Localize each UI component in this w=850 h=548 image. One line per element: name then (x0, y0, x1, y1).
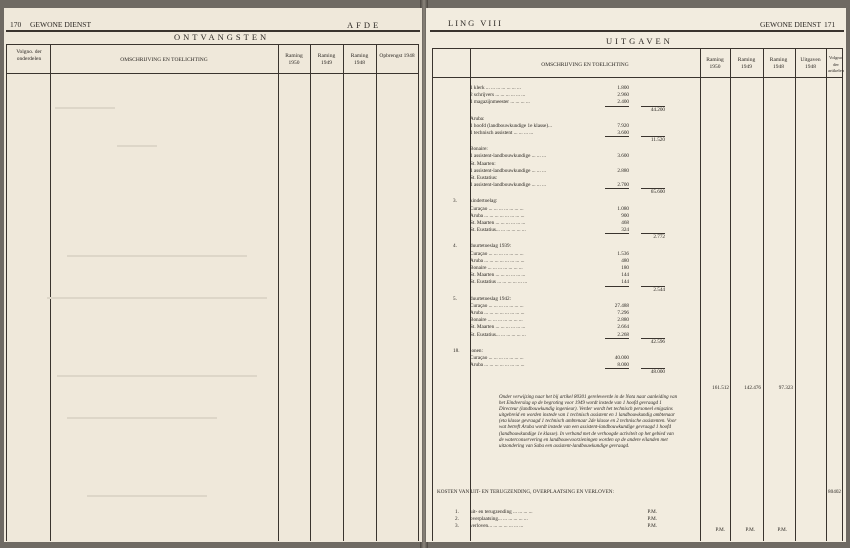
line-item-amount: 480 (621, 257, 629, 264)
subtotal-rule (641, 188, 665, 189)
line-item (433, 324, 699, 330)
line-item (433, 107, 699, 113)
right-head-volgnr: Volgno. der artikelen (827, 55, 845, 73)
left-header-rule (7, 73, 419, 74)
line-item-no: 5. (453, 295, 457, 302)
pm-raming1950: P.M. (715, 527, 725, 533)
line-item-subtotal: 44.200 (650, 106, 665, 113)
line-item-text: duurtetoeslag 1939: (470, 243, 512, 250)
line-item-text: St. Maarten ... ... ... ... ... ... (470, 324, 526, 331)
line-item-amount: 40.000 (614, 355, 629, 361)
left-col-volgnr (7, 45, 51, 541)
line-item (433, 161, 699, 167)
subtotal-rule (641, 368, 665, 369)
right-head-raming1948: Raming 1948 (769, 57, 788, 70)
subtotal-rule (641, 136, 665, 137)
line-item-text: St. Maarten ... ... ... ... ... ... (470, 220, 526, 226)
line-item-amount: 27.488 (614, 302, 629, 309)
line-item-text: kindertoelag: (470, 198, 498, 205)
left-page (4, 8, 422, 542)
left-head-raming1950: Raming 1950 (285, 53, 303, 66)
line-item-text: 1 assistent-landbouwkundige ... ... ... (470, 153, 546, 160)
line-item (433, 272, 699, 278)
line-item (433, 99, 699, 105)
line-item-text: Curaçao ... ... ... ... ... ... ... (470, 355, 524, 361)
line-item-text: Bonaire ... ... ... ... ... ... ... (470, 265, 523, 271)
kosten-item-value: P.M. (647, 509, 657, 515)
line-item-text: Aruba ... ... ... ... ... ... ... ... (470, 362, 525, 369)
line-item-text: Bonaire ... ... ... ... ... ... ... (470, 317, 523, 324)
show-through (87, 495, 207, 497)
line-item-text: 1 assistent-landbouwkundige ... ... ... (470, 167, 546, 174)
left-running-head: GEWONE DIENST (30, 20, 92, 29)
line-item-amount: 2.400 (617, 99, 629, 106)
subtotal-rule (641, 338, 665, 339)
pm-raming1948: P.M. (777, 527, 787, 533)
line-item (433, 258, 699, 264)
line-item-subtotal: 11.520 (650, 137, 665, 144)
left-head-opbrengst1948: Opbrengst 1948 (379, 53, 415, 59)
line-item-amount: 144 (621, 272, 629, 279)
line-item-subtotal: 48.000 (650, 369, 665, 376)
kosten-item-no: 1. (455, 509, 459, 515)
line-item (433, 137, 699, 143)
kosten-artikel: 80402 (828, 489, 841, 495)
line-item-text: 2 schrijvers ... ... ... ... ... ... (470, 92, 526, 99)
line-item (433, 153, 699, 159)
line-item (433, 182, 699, 188)
line-item (433, 243, 699, 249)
line-item (433, 92, 699, 98)
right-col-uitgaven1948 (795, 49, 827, 541)
line-item (433, 85, 699, 91)
left-col-raming1949 (310, 45, 344, 541)
left-table (6, 44, 419, 541)
line-item-text: Curaçao ... ... ... ... ... ... ... (470, 205, 524, 212)
line-item-amount: 180 (621, 265, 629, 271)
line-item (433, 355, 699, 361)
left-head-omschrijving: OMSCHRIJVING EN TOELICHTING (120, 57, 208, 63)
line-item-text: St. Maarten: (470, 160, 496, 167)
line-item-text: Aruba ... ... ... ... ... ... ... ... (470, 310, 525, 316)
line-item (433, 116, 699, 122)
line-item-no: 4. (453, 243, 457, 250)
line-item (433, 251, 699, 257)
line-item (433, 317, 699, 323)
left-page-number: 170 (10, 20, 22, 29)
line-item (433, 189, 699, 195)
line-item (433, 213, 699, 219)
kosten-item-value: P.M. (647, 523, 657, 529)
line-item-text: St. Maarten ... ... ... ... ... ... (470, 272, 526, 279)
kosten-item-text: overplaatsing... ... ... ... ... ... (470, 516, 528, 522)
right-head-raming1950: Raming 1950 (706, 57, 724, 70)
right-page-number: 171 (824, 20, 836, 29)
right-running-head: GEWONE DIENST (760, 20, 822, 29)
line-item-amount: 2.700 (617, 182, 629, 189)
line-item-text: lonen: (470, 347, 483, 354)
right-chapter: LING VIII (448, 18, 503, 28)
line-item (433, 339, 699, 345)
line-item (433, 265, 699, 271)
right-col-volgnr (826, 49, 843, 541)
line-item-subtotal: 2.544 (653, 286, 665, 293)
line-item-amount: 900 (621, 212, 629, 219)
line-item-amount: 3.600 (617, 130, 629, 136)
line-item-amount: 2.880 (617, 167, 629, 174)
pm-raming1949: P.M. (745, 527, 755, 533)
right-col-raming1950 (700, 49, 731, 541)
line-item-text: Aruba ... ... ... ... ... ... ... ... (470, 212, 525, 219)
left-col-raming1950 (278, 45, 311, 541)
line-item-text: 1 technisch assistent ... ... ... ... (470, 130, 534, 136)
line-item (433, 279, 699, 285)
line-item (433, 175, 699, 181)
line-item-text: Aruba: (470, 115, 485, 122)
left-col-raming1948 (343, 45, 377, 541)
subtotal-rule (641, 286, 665, 287)
show-through (47, 297, 267, 299)
right-section-title: UITGAVEN (606, 36, 673, 46)
line-item-amount: 7.296 (617, 310, 629, 316)
subtotal-rule (641, 233, 665, 234)
show-through (67, 255, 247, 257)
line-item-text: Bonaire: (470, 146, 488, 153)
left-head-raming1949: Raming 1949 (317, 53, 336, 66)
right-page (426, 8, 846, 542)
right-col-raming1949 (730, 49, 764, 541)
line-item-amount: 3.600 (617, 153, 629, 160)
line-item-text: St. Eustatius... ... ... ... ... ... (470, 227, 526, 234)
kosten-item-value: P.M. (647, 516, 657, 522)
line-item-text: Curaçao ... ... ... ... ... ... ... (470, 302, 524, 309)
line-item-amount: 2.880 (617, 317, 629, 324)
line-item-text: 1 klerk ... ... ... ... ... ... ... (470, 85, 521, 91)
left-head-volgnr: Volgno. der onderdelen (16, 49, 42, 62)
kosten-item-no: 2. (455, 516, 459, 522)
line-item (433, 130, 699, 136)
line-item-amount: 1.800 (617, 85, 629, 91)
line-item-amount: 1.080 (617, 205, 629, 212)
line-item (433, 234, 699, 240)
subtotal-rule (641, 106, 665, 107)
left-top-rule (6, 30, 420, 32)
line-item (433, 303, 699, 309)
show-through (57, 375, 257, 377)
line-item (433, 123, 699, 129)
left-section-title: ONTVANGSTEN (174, 32, 270, 42)
total-raming1950: 161.512 (712, 385, 729, 391)
line-item-amount: 8.000 (617, 362, 629, 369)
right-head-raming1949: Raming 1949 (737, 57, 756, 70)
line-item (433, 287, 699, 293)
line-item-subtotal: 2.772 (653, 234, 665, 241)
total-raming1949: 142.476 (744, 385, 761, 391)
line-item (433, 369, 699, 375)
line-item (433, 348, 699, 354)
right-col-raming1948 (763, 49, 796, 541)
right-header-rule (433, 77, 843, 78)
line-item-text: St. Eustatius... ... ... ... ... ... (470, 331, 526, 338)
line-item-amount: 2.268 (617, 331, 629, 338)
line-item (433, 296, 699, 302)
line-item (433, 198, 699, 204)
right-table (432, 48, 843, 541)
line-item-amount: 144 (621, 279, 629, 286)
line-item (433, 227, 699, 233)
line-item-amount: 1.536 (617, 250, 629, 257)
line-item-text: 1 magazijnmeester ... ... ... ... (470, 99, 530, 106)
line-item (433, 168, 699, 174)
line-item (433, 310, 699, 316)
line-item-text: Curaçao ... ... ... ... ... ... ... (470, 250, 524, 257)
right-top-rule (430, 30, 844, 32)
show-through (55, 107, 115, 109)
line-item-text: St. Eustatius: (470, 175, 498, 181)
left-section-title-right: AFDE (347, 20, 382, 30)
line-item-amount: 2.664 (617, 324, 629, 331)
show-through (67, 417, 217, 419)
line-item-amount: 468 (621, 220, 629, 226)
kosten-heading: KOSTEN VAN UIT- EN TERUGZENDING, OVERPLAATSING EN VERLOVEN: (437, 489, 614, 495)
line-item-no: 3. (453, 198, 457, 205)
right-head-omschrijving: OMSCHRIJVING EN TOELICHTING (541, 62, 629, 68)
line-item-no: 18. (453, 347, 460, 354)
kosten-item-text: uit- en terugzending ... ... ... ... (470, 509, 533, 515)
line-item-amount: 324 (621, 227, 629, 234)
kosten-item-text: verloven... ... ... ... ... ... ... (470, 523, 524, 529)
line-item (433, 220, 699, 226)
line-item-amount: 7.920 (617, 122, 629, 129)
left-head-raming1948: Raming 1948 (350, 53, 369, 66)
right-head-uitgaven1948: Uitgaven 1948 (800, 57, 821, 70)
line-item-subtotal: 65.600 (650, 189, 665, 196)
show-through (117, 145, 157, 147)
line-item-text: Aruba ... ... ... ... ... ... ... ... (470, 257, 525, 264)
kosten-item-no: 3. (455, 523, 459, 529)
line-item-text: St. Eustatius ... ... ... ... ... ... (470, 279, 528, 286)
total-raming1948: 97.323 (778, 385, 793, 391)
line-item (433, 362, 699, 368)
line-item (433, 206, 699, 212)
left-col-opbrengst1948 (376, 45, 419, 541)
line-item-text: duurtetoeslag 1942: (470, 295, 512, 302)
left-col-omschrijving (50, 45, 279, 541)
line-item-amount: 2.960 (617, 92, 629, 99)
line-item-text: 1 hoofd (landbouwkundige 1e klasse)... (470, 122, 552, 129)
line-item (433, 146, 699, 152)
line-item-text: 1 assistent-landbouwkundige ... ... ... (470, 182, 546, 189)
line-item (433, 332, 699, 338)
explanatory-note: Onder verwijzing naar het bij artikel 80301 gereleveerde in de Nota naar aanleiding van het Eindverslag op de begroting voor 1949 wordt instede van 1 hoofd gevraagd 1 Directeur (landbouwkundig ingenieur). Verder wordt het technisch personeel enigszins uitgebreid en worden instede van 1 technisch assistent en 1 landbouwkundig ambtenaar (eta klasse gevraagd 1 technisch ambtenaar 2de klasse en 2 technische assistenten. Voor wat betreft Aruba wordt instede van een assistent-landbouwkundige gevraagd 1 hoofd (landbouwkundige 1e klasse). In verband met de verhoogde activiteit op het gebied van de waterconservering en landbouwvoorzieningen worden op de andere eilanden met uitzondering van Saba een assistent-landbouwkundige gevraagd. (499, 395, 678, 449)
line-item-subtotal: 42.596 (650, 338, 665, 345)
